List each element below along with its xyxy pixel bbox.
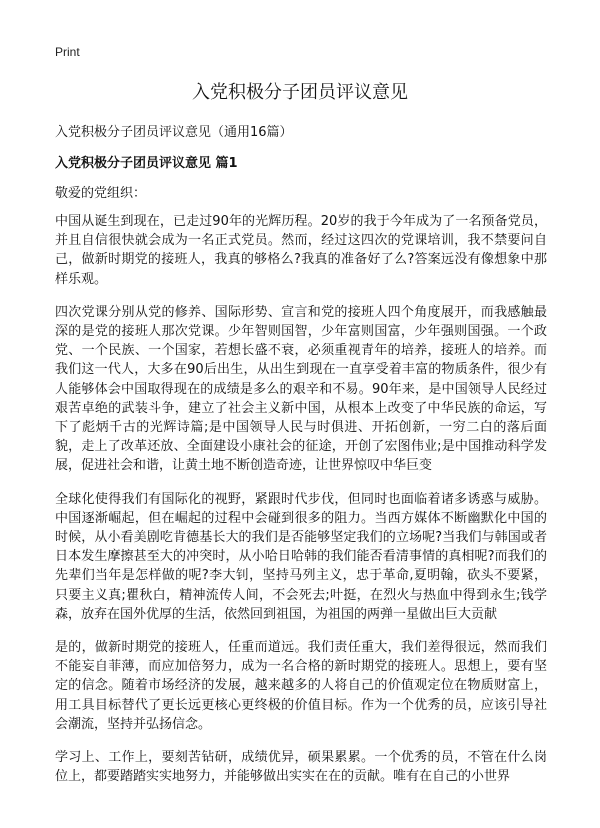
page-title: 入党积极分子团员评议意见	[192, 82, 408, 103]
document-subtitle: 入党积极分子团员评议意见（通用16篇）	[55, 125, 293, 140]
section-heading: 入党积极分子团员评议意见 篇1	[55, 156, 238, 171]
document-body	[55, 212, 547, 800]
body-paragraph: 是的，做新时期党的接班人，任重而道远。我们责任重大，我们差得很远，然而我们不能妄自菲薄，而应加倍努力，成为一名合格的新时期党的接班人。思想上，要有坚定的信念。随着市场经济的发展，越来越多的人将自己的价值观定位在物质财富上，用工具目标替代了更长远更核心更终极的价值目标。作为一个优秀的员，应该引导社会潮流，坚持并弘扬信念。	[55, 640, 547, 732]
body-paragraph: 中国从诞生到现在，已走过90年的光辉历程。20岁的我于今年成为了一名预备党员，并且自信很快就会成为一名正式党员。然而，经过这四次的党课培训，我不禁要问自己，做新时期党的接班人，我真的够格么?我真的准备好了么?答案远没有像想象中那样乐观。	[55, 214, 547, 287]
salutation: 敬爱的党组织：	[55, 186, 147, 201]
body-paragraph: 四次党课分别从党的修养、国际形势、宣言和党的接班人四个角度展开，而我感触最深的是党的接班人那次党课。少年智则国智，少年富则国富，少年强则国强。一个政党、一个民族、一个国家，若想长盛不衰，必须重视青年的培养，接班人的培养。而我们这一代人，大多在90后出生，从出生到现在一直享受着丰富的物质条件，很少有人能够体会中国取得现在的成绩是多么的艰辛和不易。90年来，是中国领导人民经过艰苦卓绝的武装斗争，建立了社会主义新中国，从根本上改变了中华民族的命运，写下了彪炳千古的光辉诗篇;是中国领导人民与时俱进、开拓创新，一穷二白的落后面貌，走上了改革还放、全面建设小康社会的征途，开创了宏图伟业;是中国推动科学发展，促进社会和谐，让黄土地不断创造奇迹，让世界惊叹中华巨变	[55, 304, 547, 474]
body-paragraph: 学习上、工作上，要刻苦钻研，成绩优异，硕果累累。一个优秀的员，不管在什么岗位上，都要踏踏实实地努力，并能够做出实实在在的贡献。唯有在自己的小世界	[55, 750, 547, 785]
body-paragraph: 全球化使得我们有国际化的视野，紧跟时代步伐，但同时也面临着诸多诱惑与威胁。中国逐渐崛起，但在崛起的过程中会碰到很多的阻力。当西方媒体不断幽默化中国的时候，从小看美剧吃肯德基长大的我们是否能够坚定我们的立场呢?当我们与韩国或者日本发生摩擦甚至大的冲突时，从小哈日哈韩的我们能否看清事情的真相呢?而我们的先辈们当年是怎样做的呢?李大钊，坚持马列主义，忠于革命,夏明翰，砍头不要紧，只要主义真;瞿秋白，精神流传人间，不会死去;叶挺，在烈火与热血中得到永生;钱学森，放弃在国外优厚的生活，依然回到祖国，为祖国的两弹一星做出巨大贡献	[55, 491, 547, 622]
print-link[interactable]: Print	[55, 45, 80, 59]
